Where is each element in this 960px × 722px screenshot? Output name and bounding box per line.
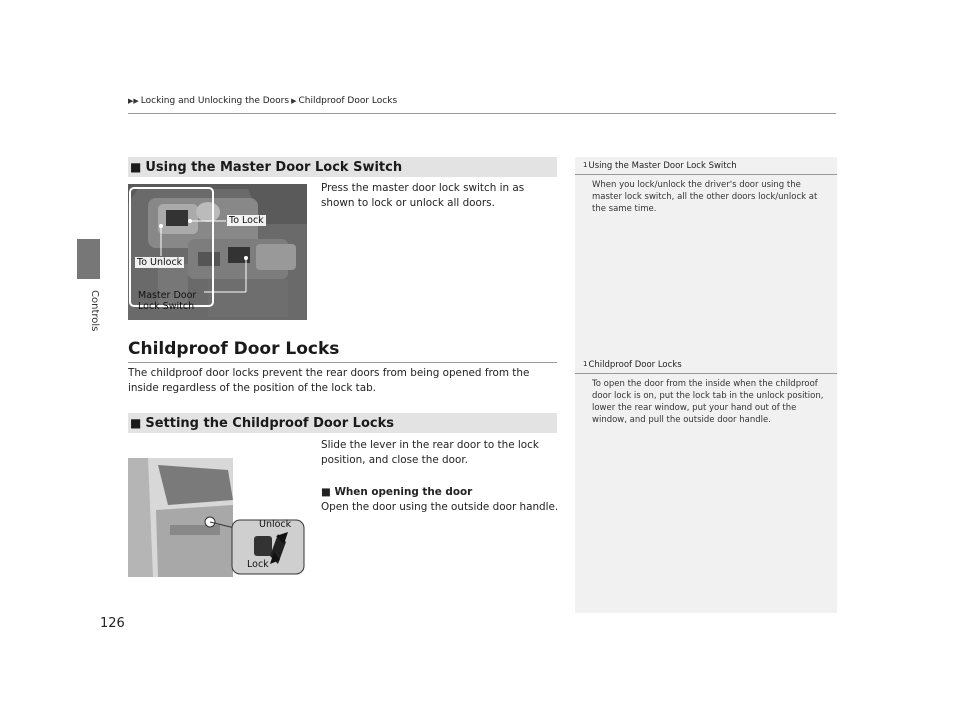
title-divider xyxy=(128,362,557,363)
page-number: 126 xyxy=(100,616,125,631)
section-heading-master-lock xyxy=(128,157,557,177)
note-title xyxy=(575,157,837,175)
note-ref-icon: 1 xyxy=(583,161,588,169)
subheading-when-opening xyxy=(321,485,472,500)
when-opening-instructions: Open the door using the outside door handle. xyxy=(321,501,559,513)
section-heading-text: Setting the Childproof Door Locks xyxy=(145,415,394,431)
childproof-lock-image xyxy=(128,440,307,577)
rear-door-illustration xyxy=(128,440,307,577)
callout-unlock: Unlock xyxy=(259,519,292,530)
note-childproof xyxy=(575,356,837,426)
note-title xyxy=(575,356,837,374)
master-door-lock-switch-image xyxy=(128,184,307,320)
header-divider xyxy=(128,113,836,114)
page-title: Childproof Door Locks xyxy=(128,339,340,359)
note-body: When you lock/unlock the driver's door using the master lock switch, all the other doors lock/unlock at the same time. xyxy=(592,180,818,214)
note-title-text[interactable]: Childproof Door Locks xyxy=(588,360,682,370)
note-master-lock xyxy=(575,157,837,215)
childproof-intro: The childproof door locks prevent the rear doors from being opened from the inside regardless of the position of the lock tab. xyxy=(128,367,530,394)
callout-master-line2: Lock Switch xyxy=(138,301,195,312)
breadcrumb xyxy=(128,96,397,106)
chapter-label: Controls xyxy=(89,290,100,332)
breadcrumb-item-locking[interactable]: Locking and Unlocking the Doors xyxy=(140,96,290,106)
childproof-setting-instructions: Slide the lever in the rear door to the lock position, and close the door. xyxy=(321,439,539,466)
breadcrumb-arrow-icon: ▶▶ xyxy=(128,97,139,105)
callout-master-line1: Master Door xyxy=(138,290,197,301)
square-bullet-icon: ■ xyxy=(130,416,142,430)
note-title-text[interactable]: Using the Master Door Lock Switch xyxy=(588,161,737,171)
section-heading-text: Using the Master Door Lock Switch xyxy=(145,159,403,175)
callout-to-unlock: To Unlock xyxy=(137,257,183,268)
breadcrumb-arrow-icon: ▶ xyxy=(291,97,297,105)
square-bullet-icon: ■ xyxy=(130,160,142,174)
section-heading-setting-childproof xyxy=(128,413,557,433)
callout-to-lock: To Lock xyxy=(229,215,264,226)
callout-lock: Lock xyxy=(247,559,269,570)
subheading-text: When opening the door xyxy=(334,486,473,498)
callout-master-lock-switch xyxy=(136,290,198,312)
chapter-tab xyxy=(77,239,100,279)
note-body: To open the door from the inside when the childproof door lock is on, put the lock tab in the unlock position, lower the rear window, put your hand out of the window, and pull the outside door handle. xyxy=(592,379,824,425)
breadcrumb-item-childproof[interactable]: Childproof Door Locks xyxy=(298,96,398,106)
master-lock-instructions: Press the master door lock switch in as shown to lock or unlock all doors. xyxy=(321,182,525,209)
note-ref-icon: 1 xyxy=(583,360,588,368)
square-bullet-icon: ■ xyxy=(321,486,335,498)
